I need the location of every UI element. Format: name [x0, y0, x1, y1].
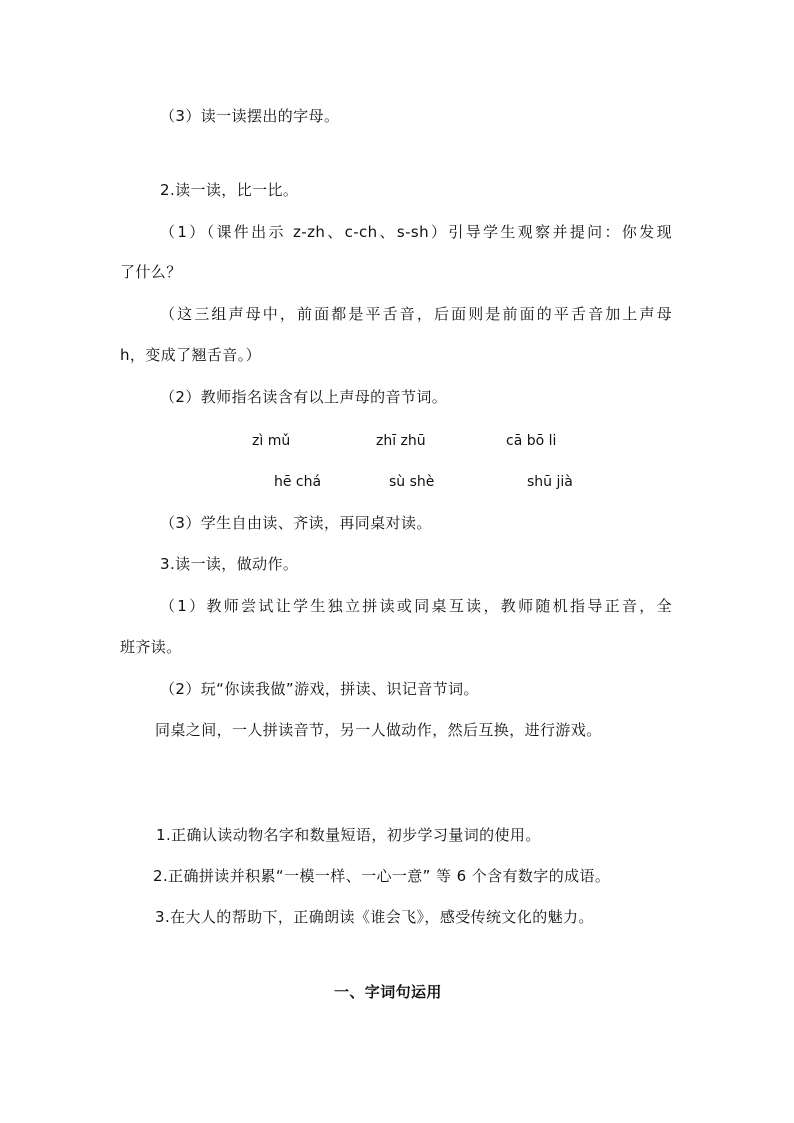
pinyin-zimu: zì mǔ	[252, 433, 291, 449]
note-line1: （这三组声母中，前面都是平舌音，后面则是前面的平舌音加上声母	[160, 305, 672, 323]
pinyin-zhizhu: zhī zhū	[376, 433, 426, 449]
step-observe-line2: 了什么？	[120, 263, 182, 281]
step-read-letters: （3）读一读摆出的字母。	[160, 107, 340, 125]
section-title-compare: 2.读一读，比一比。	[160, 181, 299, 199]
step-teacher-read: （2）教师指名读含有以上声母的音节词。	[160, 388, 448, 406]
step-free-read: （3）学生自由读、齐读，再同桌对读。	[160, 514, 432, 532]
section-title-action: 3.读一读，做动作。	[160, 555, 299, 573]
step-observe-line1: （1）（课件出示 z-zh、c-ch、s-sh）引导学生观察并提问：你发现	[160, 223, 672, 241]
goal-item: 2.正确拼读并积累“一模一样、一心一意” 等 6 个含有数字的成语。	[153, 867, 611, 885]
step-game: （2）玩“你读我做”游戏，拼读、识记音节词。	[160, 680, 479, 698]
pinyin-hecha: hē chá	[274, 474, 322, 490]
section-heading: 一、字词句运用	[334, 983, 442, 1001]
game-note: 同桌之间，一人拼读音节，另一人做动作，然后互换，进行游戏。	[155, 721, 602, 739]
step-spell-line1: （1）教师尝试让学生独立拼读或同桌互读，教师随机指导正音，全	[160, 597, 672, 615]
pinyin-shujia: shū jià	[527, 474, 573, 490]
pinyin-caboli: cā bō li	[506, 433, 557, 449]
note-line2: h，变成了翘舌音。）	[120, 346, 262, 364]
step-spell-line2: 班齐读。	[120, 638, 182, 656]
pinyin-sushe: sù shè	[389, 474, 435, 490]
goal-item: 3.在大人的帮助下，正确朗读《谁会飞》，感受传统文化的魅力。	[155, 908, 594, 926]
goal-item: 1.正确认读动物名字和数量短语，初步学习量词的使用。	[156, 826, 541, 844]
